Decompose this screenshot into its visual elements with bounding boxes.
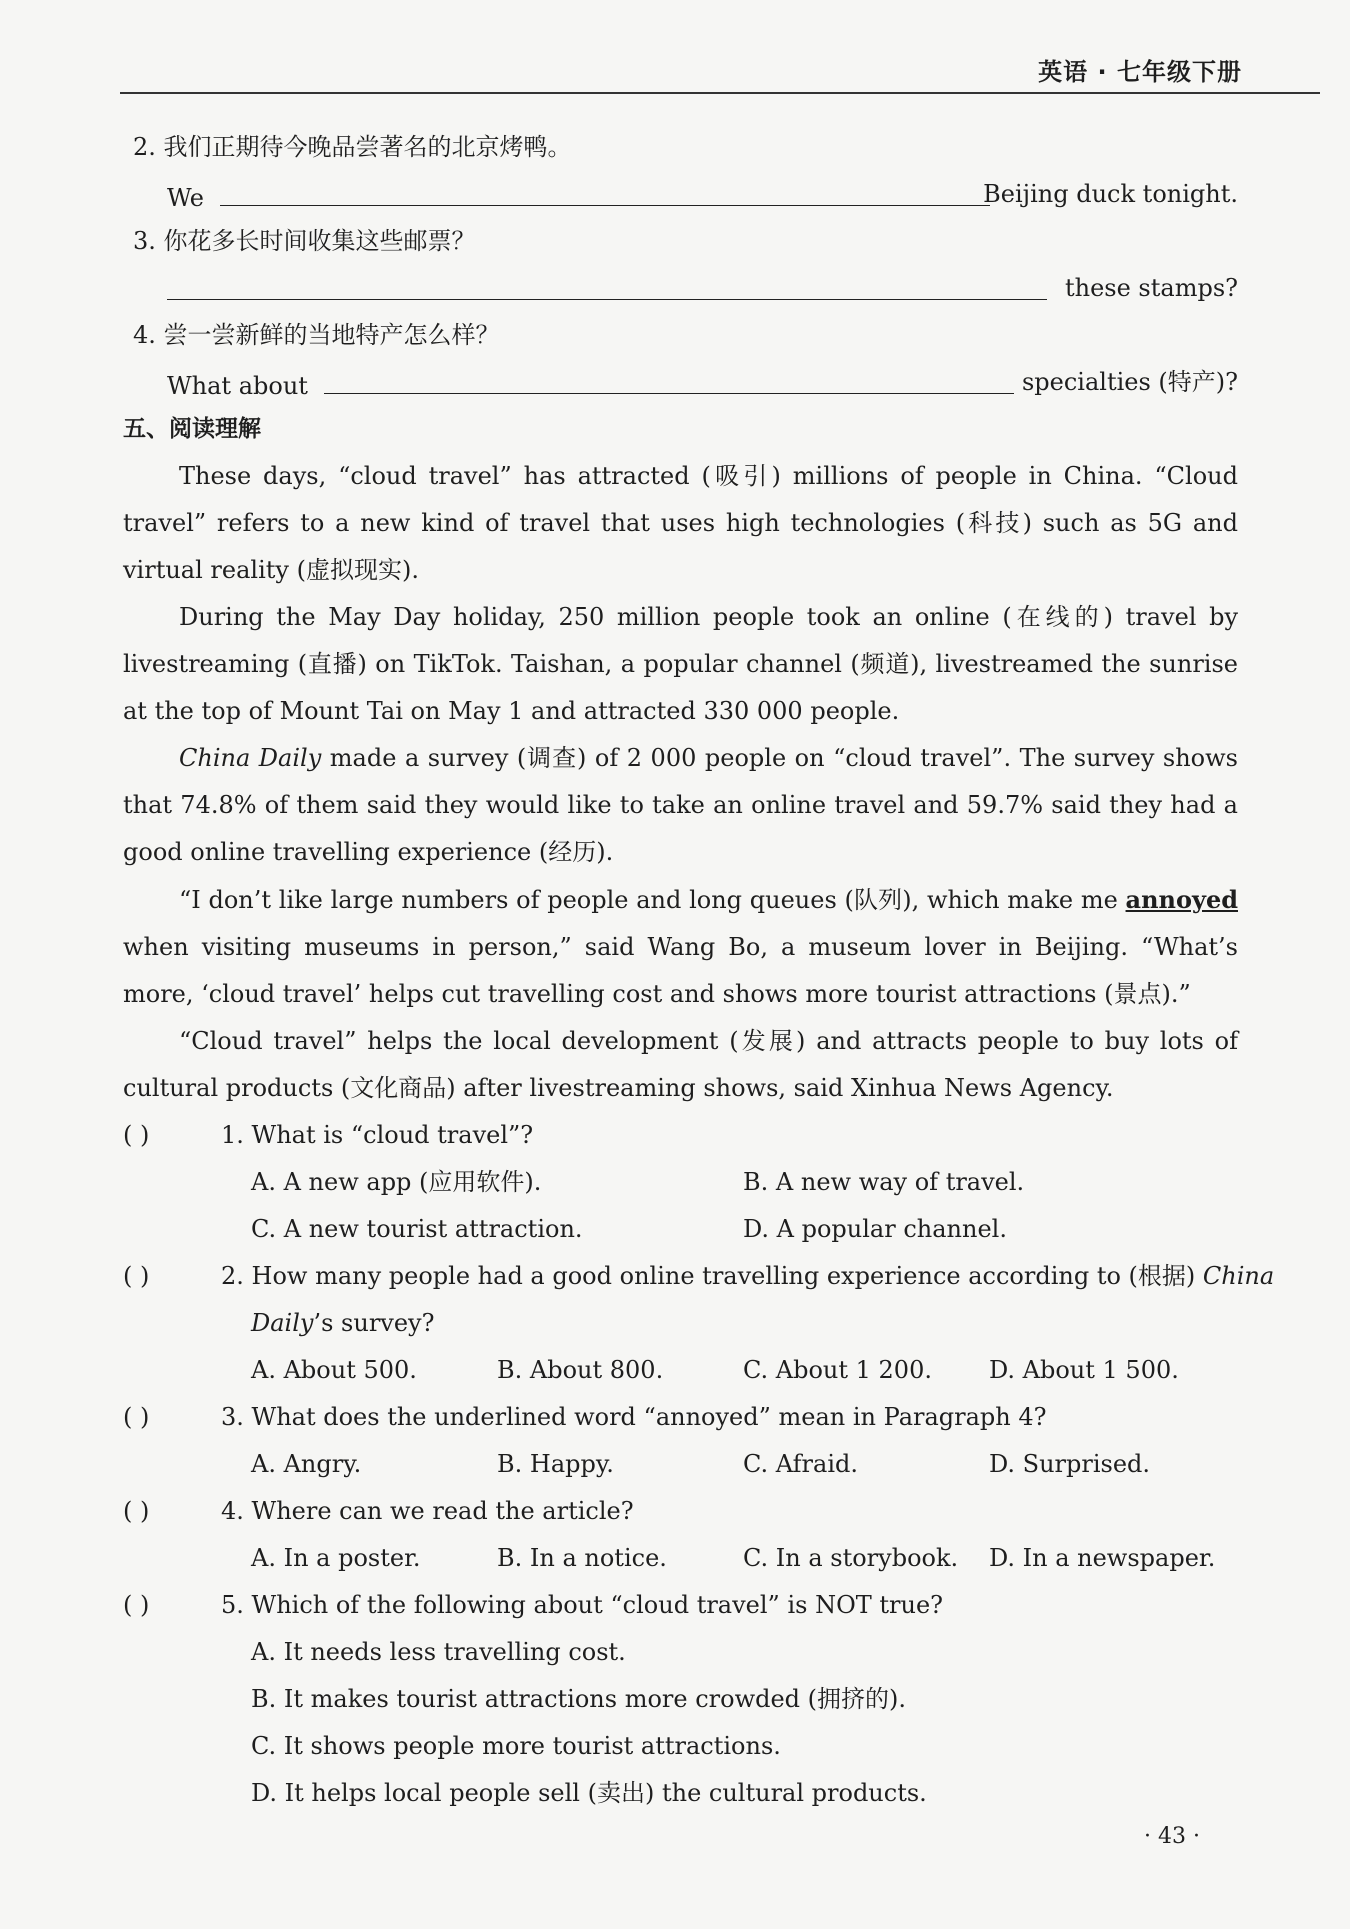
- question-2-options: [123, 1347, 1238, 1394]
- option-a[interactable]: A. It needs less travelling cost.: [251, 1638, 626, 1666]
- question-3-text: 3. What does the underlined word “annoyed” mean in Paragraph 4?: [221, 1403, 1047, 1431]
- paragraph-3: [123, 735, 1238, 876]
- translation-q2-answer-line: [123, 171, 1238, 218]
- paragraph-3-text: made a survey (调查) of 2 000 people on “cloud travel”. The survey shows that 74.8% of them said they would like to take an online travel and 59.7% said they had a good online travelling experience (经历).: [123, 744, 1238, 866]
- option-d[interactable]: D. A popular channel.: [743, 1215, 1007, 1243]
- translation-q2-blank[interactable]: [220, 171, 990, 206]
- option-c[interactable]: C. In a storybook.: [743, 1544, 959, 1572]
- question-5: [123, 1582, 1238, 1629]
- question-5-option-b-row: [123, 1676, 1238, 1723]
- option-b[interactable]: B. In a notice.: [497, 1544, 667, 1572]
- question-1: [123, 1112, 1238, 1159]
- question-4: [123, 1488, 1238, 1535]
- question-2: [123, 1253, 1275, 1300]
- paragraph-4: [123, 876, 1238, 1018]
- question-2-text-b: ’s survey?: [313, 1309, 435, 1337]
- option-b[interactable]: B. Happy.: [497, 1450, 614, 1478]
- translation-q3-blank[interactable]: [167, 265, 1047, 300]
- translation-q4-blank[interactable]: [324, 359, 1014, 394]
- answer-paren[interactable]: ( ): [123, 1591, 150, 1619]
- paragraph-4-part-b: when visiting museums in person,” said Wang Bo, a museum lover in Beijing. “What’s more, ‘cloud travel’ helps cut travelling cost and shows more tourist attractions (景点).”: [123, 933, 1238, 1008]
- option-b[interactable]: B. A new way of travel.: [743, 1168, 1025, 1196]
- option-a[interactable]: A. In a poster.: [251, 1544, 421, 1572]
- translation-q2-prompt: 2. 我们正期待今晚品尝著名的北京烤鸭。: [133, 133, 572, 161]
- paragraph-4-part-a: “I don’t like large numbers of people and long queues (队列), which make me: [179, 886, 1126, 914]
- option-d[interactable]: D. About 1 500.: [989, 1356, 1179, 1384]
- option-d[interactable]: D. Surprised.: [989, 1450, 1151, 1478]
- underlined-word: annoyed: [1125, 885, 1238, 914]
- question-1-text: 1. What is “cloud travel”?: [221, 1121, 534, 1149]
- answer-paren[interactable]: ( ): [123, 1403, 150, 1431]
- question-5-option-c-row: [123, 1723, 1238, 1770]
- translation-q3-end: these stamps?: [1064, 274, 1238, 302]
- question-4-text: 4. Where can we read the article?: [221, 1497, 634, 1525]
- option-b[interactable]: B. About 800.: [497, 1356, 664, 1384]
- question-2-title-1: China: [1202, 1262, 1275, 1290]
- translation-q4-end: specialties (特产)?: [1021, 368, 1238, 396]
- option-d[interactable]: D. It helps local people sell (卖出) the cultural products.: [251, 1779, 927, 1807]
- option-a[interactable]: A. About 500.: [251, 1356, 417, 1384]
- option-d[interactable]: D. In a newspaper.: [989, 1544, 1216, 1572]
- question-4-options: [123, 1535, 1238, 1582]
- translation-q2-start: We: [167, 184, 204, 212]
- option-a[interactable]: A. A new app (应用软件).: [251, 1168, 542, 1196]
- paragraph-2: During the May Day holiday, 250 million people took an online (在线的) travel by livestreaming (直播) on TikTok. Taishan, a popular channel (频道), livestreamed the sunrise at the top of Mount Tai on May 1 and attracted 330 000 people.: [123, 603, 1238, 725]
- answer-paren[interactable]: ( ): [123, 1121, 150, 1149]
- question-1-options-row1: [123, 1159, 1238, 1206]
- question-3: [123, 1394, 1238, 1441]
- paragraph-3-title: China Daily: [179, 744, 322, 772]
- option-c[interactable]: C. A new tourist attraction.: [251, 1215, 583, 1243]
- option-a[interactable]: A. Angry.: [251, 1450, 362, 1478]
- translation-q2-end: Beijing duck tonight.: [983, 180, 1238, 208]
- question-2-text-a: 2. How many people had a good online travelling experience according to (根据): [221, 1262, 1203, 1290]
- page-number: · 43 ·: [1144, 1824, 1200, 1849]
- translation-q3-prompt: 3. 你花多长时间收集这些邮票？: [133, 227, 476, 255]
- header-rule: [120, 92, 1320, 94]
- question-1-options-row2: [123, 1206, 1238, 1253]
- paragraph-1: These days, “cloud travel” has attracted (吸引) millions of people in China. “Cloud travel” refers to a new kind of travel that uses high technologies (科技) such as 5G and virtual reality (虚拟现实).: [123, 462, 1238, 584]
- translation-q4-start: What about: [167, 372, 308, 400]
- question-5-text: 5. Which of the following about “cloud travel” is NOT true?: [221, 1591, 944, 1619]
- question-5-option-a-row: [123, 1629, 1238, 1676]
- option-b[interactable]: B. It makes tourist attractions more crowded (拥挤的).: [251, 1685, 907, 1713]
- question-2-title-2: Daily: [251, 1309, 314, 1337]
- translation-q4-prompt: 4. 尝一尝新鲜的当地特产怎么样？: [133, 321, 500, 349]
- question-3-options: [123, 1441, 1238, 1488]
- option-c[interactable]: C. About 1 200.: [743, 1356, 932, 1384]
- header-title: 英语 · 七年级下册: [1038, 58, 1242, 86]
- translation-q3-answer-line: [123, 265, 1238, 312]
- paragraph-5: “Cloud travel” helps the local development (发展) and attracts people to buy lots of cultural products (文化商品) after livestreaming shows, said Xinhua News Agency.: [123, 1027, 1238, 1102]
- translation-q4-answer-line: [123, 359, 1238, 406]
- option-c[interactable]: C. Afraid.: [743, 1450, 859, 1478]
- answer-paren[interactable]: ( ): [123, 1262, 150, 1290]
- section-title: 五、阅读理解: [123, 416, 261, 442]
- page-content: [123, 124, 1275, 1817]
- question-5-option-d-row: [123, 1770, 1238, 1817]
- answer-paren[interactable]: ( ): [123, 1497, 150, 1525]
- option-c[interactable]: C. It shows people more tourist attractions.: [251, 1732, 781, 1760]
- question-2-cont: [123, 1300, 1238, 1347]
